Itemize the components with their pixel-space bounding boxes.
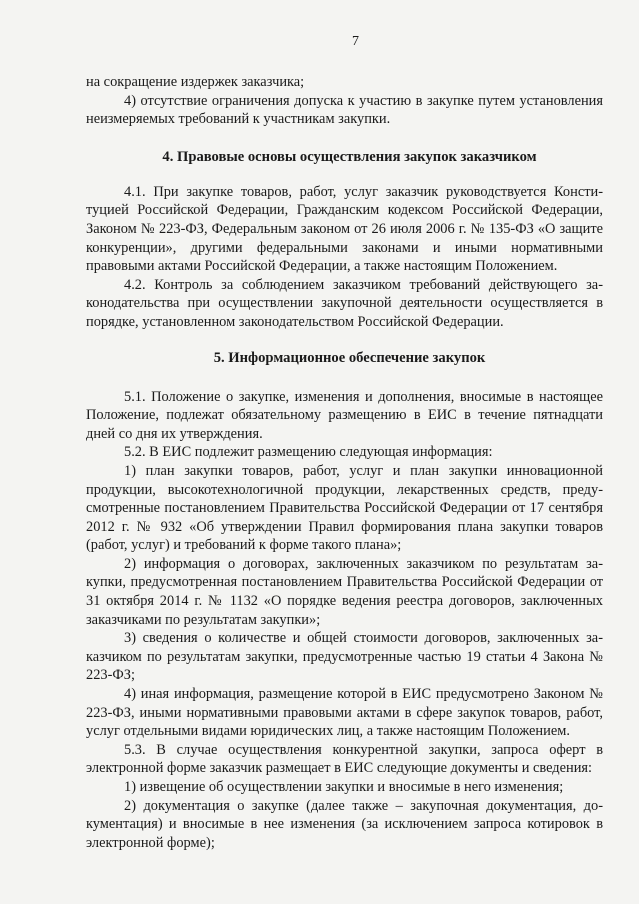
paragraph-5-1: 5.1. Положение о закупке, изменения и дополнения, вносимые в настоящее Положение, подлежат обязательному размещению в ЕИС в течение пятнадцати дней со дня их утверждения. [86,388,603,442]
paragraph-5-3: 5.3. В случае осуществления конкурентной закупки, запроса оферт в электронной форме заказчик размещает в ЕИС следующие документы и сведения: [86,741,603,777]
paragraph-5-3-item-1: 1) извещение об осуществлении закупки и вносимые в него изменения; [124,779,564,795]
section-5-heading: 5. Информационное обеспечение закупок [213,349,486,366]
paragraph-5-2: 5.2. В ЕИС подлежит размещению следующая информация: [124,444,493,461]
paragraph-4-2: 4.2. Контроль за соблюдением заказчиком требований действующего законодательства при осуществлении закупочной деятельности осуществляется в порядке, установленном законодательством Российской Федерации. [86,276,603,330]
paragraph-5-2-item-4: 4) иная информация, размещение которой в ЕИС предусмотрено Законом № 223-ФЗ, иными нормативными правовыми актами в сфере закупок товаров, работ, услуг отдельными видами юридических лиц, а также настоящим Положением. [86,686,603,740]
paragraph-3-item-4: 4) отсутствие ограничения допуска к участию в закупке путем установления неизмеряемых требований к участникам закупки. [86,92,603,128]
paragraph-5-2-item-2: 2) информация о договорах, заключенных заказчиком по результатам закупки, предусмотренная постановлением Правительства Российской Федерации от 31 октября 2014 г. № 1132 «О порядке ведения реестра договоров, заключенных заказчиками по результатам закупки»; [86,555,603,628]
paragraph-4-1: 4.1. При закупке товаров, работ, услуг заказчик руководствуется Конституцией Российской Федерации, Гражданским кодексом Российской Федерации, Законом № 223-ФЗ, Федеральным законом от 26 июля 2006 г. № 135-ФЗ «О защите конкуренции», другими федеральными законами и иными нормативными правовыми актами Российской Федерации, а также настоящим Положением. [86,183,603,275]
paragraph-3-continuation: на сокращение издержек заказчика; [86,74,305,90]
paragraph-5-3-item-2: 2) документация о закупке (далее также – закупочная документация, документация) и вносимые в нее изменения (за исключением запроса котировок в электронной форме); [86,797,603,851]
paragraph-5-2-item-1: 1) план закупки товаров, работ, услуг и план закупки инновационной продукции, высокотехнологичной продукции, лекарственных средств, предусмотренные постановлением Правительства Российской Федерации от 17 сентября 2012 г. № 932 «Об утверждении Правил формирования плана закупки товаров (работ, услуг) и требований к форме такого плана»; [86,462,603,554]
page-number: 7 [352,34,359,49]
paragraph-5-2-item-3: 3) сведения о количестве и общей стоимости договоров, заключенных заказчиком по результатам закупки, предусмотренные частью 19 статьи 4 Закона № 223-ФЗ; [86,630,603,684]
section-4-heading: 4. Правовые основы осуществления закупок заказчиком [162,148,537,165]
